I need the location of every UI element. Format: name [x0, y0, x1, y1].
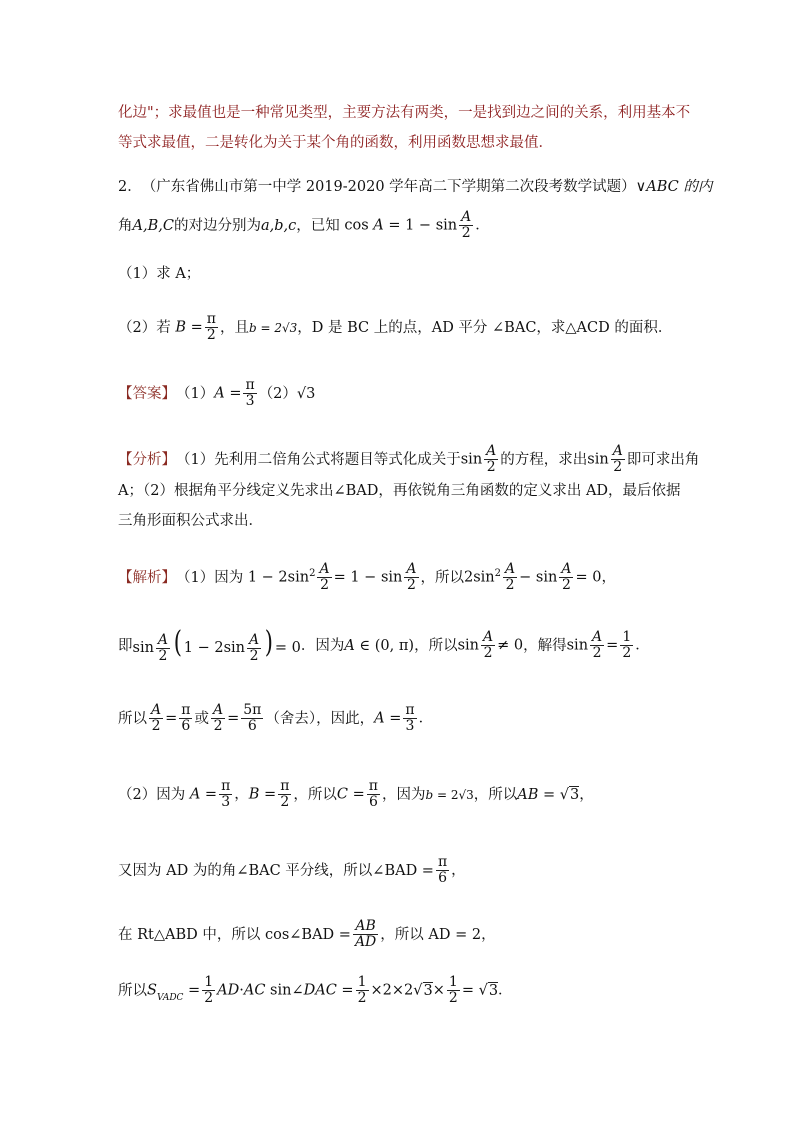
- sin-half-a: sin $\frac{A}{2}$: [587, 443, 623, 475]
- solution-equation: C = $\frac{\pi}{6}$: [336, 778, 378, 810]
- solution-line-2: [118, 625, 678, 664]
- solution-text: 在 Rt△ABD 中，所以 cos∠BAD =: [118, 926, 351, 943]
- solution-text: ，所以: [293, 786, 337, 803]
- answer-2-value: √3: [296, 385, 316, 402]
- problem-number: 2．: [118, 179, 142, 195]
- solution-text: 所以: [118, 710, 147, 727]
- intro-line-2: [118, 133, 678, 153]
- solution-equation: sin $\frac{A}{2}$ ( 1 − 2sin $\frac{A}{2}$ ) = 0: [132, 625, 301, 664]
- intro-text-1: 化边"；求最值也是一种常见类型，主要方法有两类，一是找到边之间的关系，利用基本不: [118, 105, 691, 121]
- solution-text: ，所以: [420, 569, 464, 586]
- solution-text: （舍去），因此，: [265, 710, 375, 727]
- part-2-text: （2）若: [118, 319, 171, 336]
- solution-equation: A = $\frac{\pi}{3}$ ．: [374, 702, 434, 734]
- solution-equation: $2\sin^2$ $\frac{A}{2}$ − sin $\frac{A}{2}$ = 0，: [464, 561, 616, 593]
- solution-text: 或: [194, 710, 209, 727]
- solution-line-1: [118, 562, 678, 593]
- solution-text: ，解得: [523, 637, 567, 654]
- solution-equation: b = 2√3: [425, 787, 474, 802]
- problem-triangle: ∨ABC 的内: [635, 179, 713, 195]
- problem-part-1: [118, 264, 678, 284]
- solution-line-7: [118, 975, 678, 1006]
- part-2-text: ，D 是 BC 上的点，AD 平分 ∠BAC，求△ACD 的面积．: [297, 319, 673, 336]
- analysis-line-2: [118, 481, 681, 501]
- intro-line-1: [118, 103, 691, 123]
- solution-equation: $S_{VADC}$ = $\frac{1}{2}$ AD·AC sin∠DAC = $\frac{1}{2}$ ×2×2√3× $\frac{1}{2}$ = √3．: [147, 974, 513, 1006]
- solution-equation: AB = √3，: [517, 786, 594, 803]
- solution-equation: A ∈ (0, π): [344, 637, 415, 654]
- stem-sides: a,b,c: [260, 217, 297, 234]
- solution-line-6: [118, 919, 678, 950]
- solution-equation: $\frac{\pi}{6}$ ，: [437, 854, 466, 886]
- solution-line-4: [118, 779, 678, 810]
- solution-text: ，因为: [382, 786, 426, 803]
- solution-equation: $1 - 2\sin^2$ $\frac{A}{2}$ = 1 − sin $\frac{A}{2}$: [243, 561, 417, 593]
- solution-text: 又因为 AD 为的角∠BAC 平分线，所以∠BAD =: [118, 862, 434, 879]
- analysis-text: 三角形面积公式求出．: [118, 513, 263, 529]
- answer-1-equation: A = $\frac{\pi}{3}$: [214, 377, 255, 409]
- answer-line: [118, 378, 678, 409]
- answer-label: 【答案】: [118, 385, 176, 402]
- stem-text: 角: [118, 217, 133, 234]
- analysis-text: A；（2）根据角平分线定义先求出∠BAD，再依锐角三角函数的定义求出 AD，最后依据: [118, 483, 681, 499]
- solution-equation: $\frac{A}{2}$ = $\frac{\pi}{6}$: [151, 702, 191, 734]
- solution-equation: $\frac{A}{2}$ = $\frac{5\pi}{6}$: [212, 702, 262, 734]
- analysis-text: 的方程，求出: [500, 451, 588, 468]
- solution-text: 所以: [118, 982, 147, 999]
- solution-text: ．因为: [300, 637, 345, 654]
- part-2-equation: B = $\frac{\pi}{2}$: [175, 311, 216, 343]
- solution-text: ，所以: [473, 786, 518, 803]
- analysis-line-1: [118, 443, 700, 475]
- analysis-line-3: [118, 511, 678, 531]
- problem-stem: [118, 210, 678, 241]
- solution-equation: A = $\frac{\pi}{3}$ ，B = $\frac{\pi}{2}$: [189, 778, 290, 810]
- part-1-text: （1）求 A；: [118, 266, 201, 282]
- problem-header: [118, 177, 713, 197]
- analysis-text: （1）先利用二倍角公式将题目等式化成关于: [176, 451, 461, 468]
- problem-part-2: [118, 312, 678, 343]
- sin-half-a: sin $\frac{A}{2}$: [460, 443, 497, 475]
- stem-vertices: A,B,C: [132, 217, 174, 234]
- stem-text: ，已知: [296, 217, 340, 234]
- solution-equation: sin $\frac{A}{2}$ = $\frac{1}{2}$ ．: [566, 629, 650, 662]
- intro-text-2: 等式求最值，二是转化为关于某个角的函数，利用函数思想求最值．: [118, 135, 553, 151]
- solution-equation: sin $\frac{A}{2}$ ≠ 0: [457, 629, 524, 662]
- solution-line-3: [118, 703, 678, 734]
- analysis-text: 即可求出角: [626, 451, 700, 468]
- problem-source: （广东省佛山市第一中学 2019-2020 学年高二下学期第二次段考数学试题）: [141, 179, 636, 195]
- stem-text: 的对边分别为: [173, 217, 261, 234]
- solution-label: 【解析】: [118, 569, 176, 586]
- solution-text: （1）因为: [176, 569, 244, 586]
- part-2-text: ，且: [219, 319, 249, 336]
- part-2-b-value: b = 2√3: [248, 320, 298, 335]
- analysis-label: 【分析】: [118, 451, 176, 468]
- answer-text: （1）: [176, 385, 215, 402]
- answer-text: （2）: [258, 385, 297, 402]
- solution-text: （2）因为: [118, 786, 186, 803]
- solution-text: ，所以: [414, 637, 458, 654]
- solution-equation: $\frac{AB}{AD}$: [354, 918, 377, 950]
- solution-text: 即: [118, 637, 133, 654]
- solution-text: ，所以 AD = 2，: [380, 926, 496, 943]
- given-equation: cos A = 1 − sin $\frac{A}{2}$ ．: [339, 209, 490, 241]
- solution-line-5: [118, 855, 678, 886]
